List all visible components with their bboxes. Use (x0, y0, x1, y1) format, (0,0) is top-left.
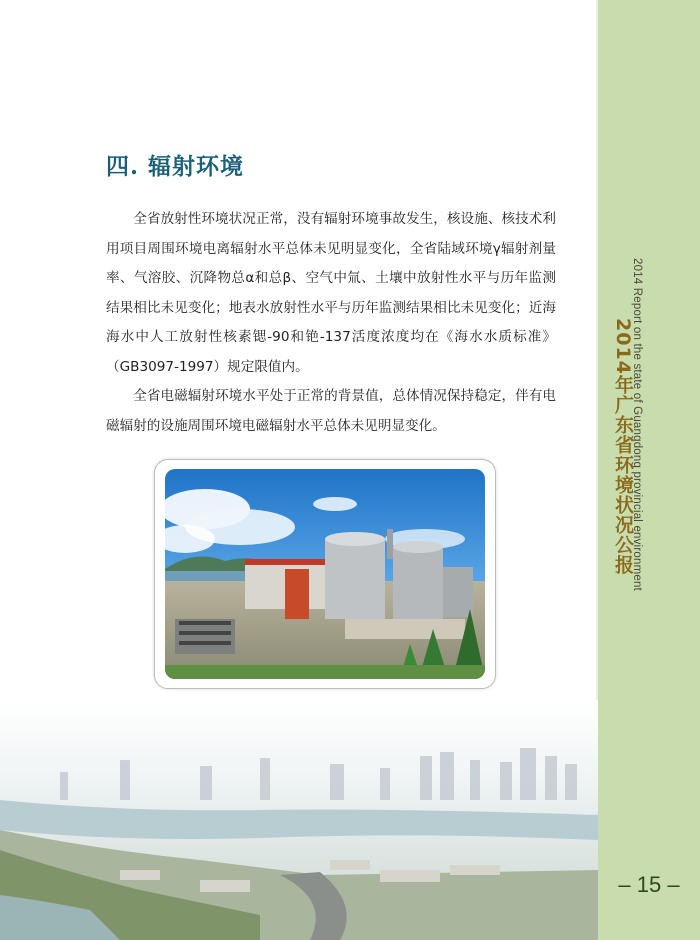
section-heading: 四. 辐射环境 (106, 153, 245, 180)
paragraph-radioactive: 全省放射性环境状况正常，没有辐射环境事故发生，核设施、核技术利用项目周围环境电离辐射水平总体未见明显变化，全省陆域环境γ辐射剂量率、气溶胶、沉降物总α和总β、空气中氚、土壤中放射性水平与历年监测结果相比未见变化；地表水放射性水平与历年监测结果相比未见变化；近海海水中人工放射性核素锶-90和铯-137活度浓度均在《海水水质标准》（GB3097-1997）规定限值内。 (106, 211, 556, 375)
page-number: – 15 – (618, 872, 680, 897)
photo-frame (154, 459, 496, 689)
body-text (106, 205, 556, 441)
nuclear-plant-illustration (165, 469, 485, 679)
sidebar-title-zh: 2014年广东省环境状况公报 (612, 318, 634, 575)
city-skyline-decoration (0, 700, 598, 940)
nuclear-plant-photo (165, 469, 485, 679)
paragraph-electromagnetic: 全省电磁辐射环境水平处于正常的背景值，总体情况保持稳定，伴有电磁辐射的设施周围环境电磁辐射水平总体未见明显变化。 (106, 388, 556, 434)
sidebar-title-en: 2014 Report on the state of Guangdong provincial environment (631, 258, 643, 591)
